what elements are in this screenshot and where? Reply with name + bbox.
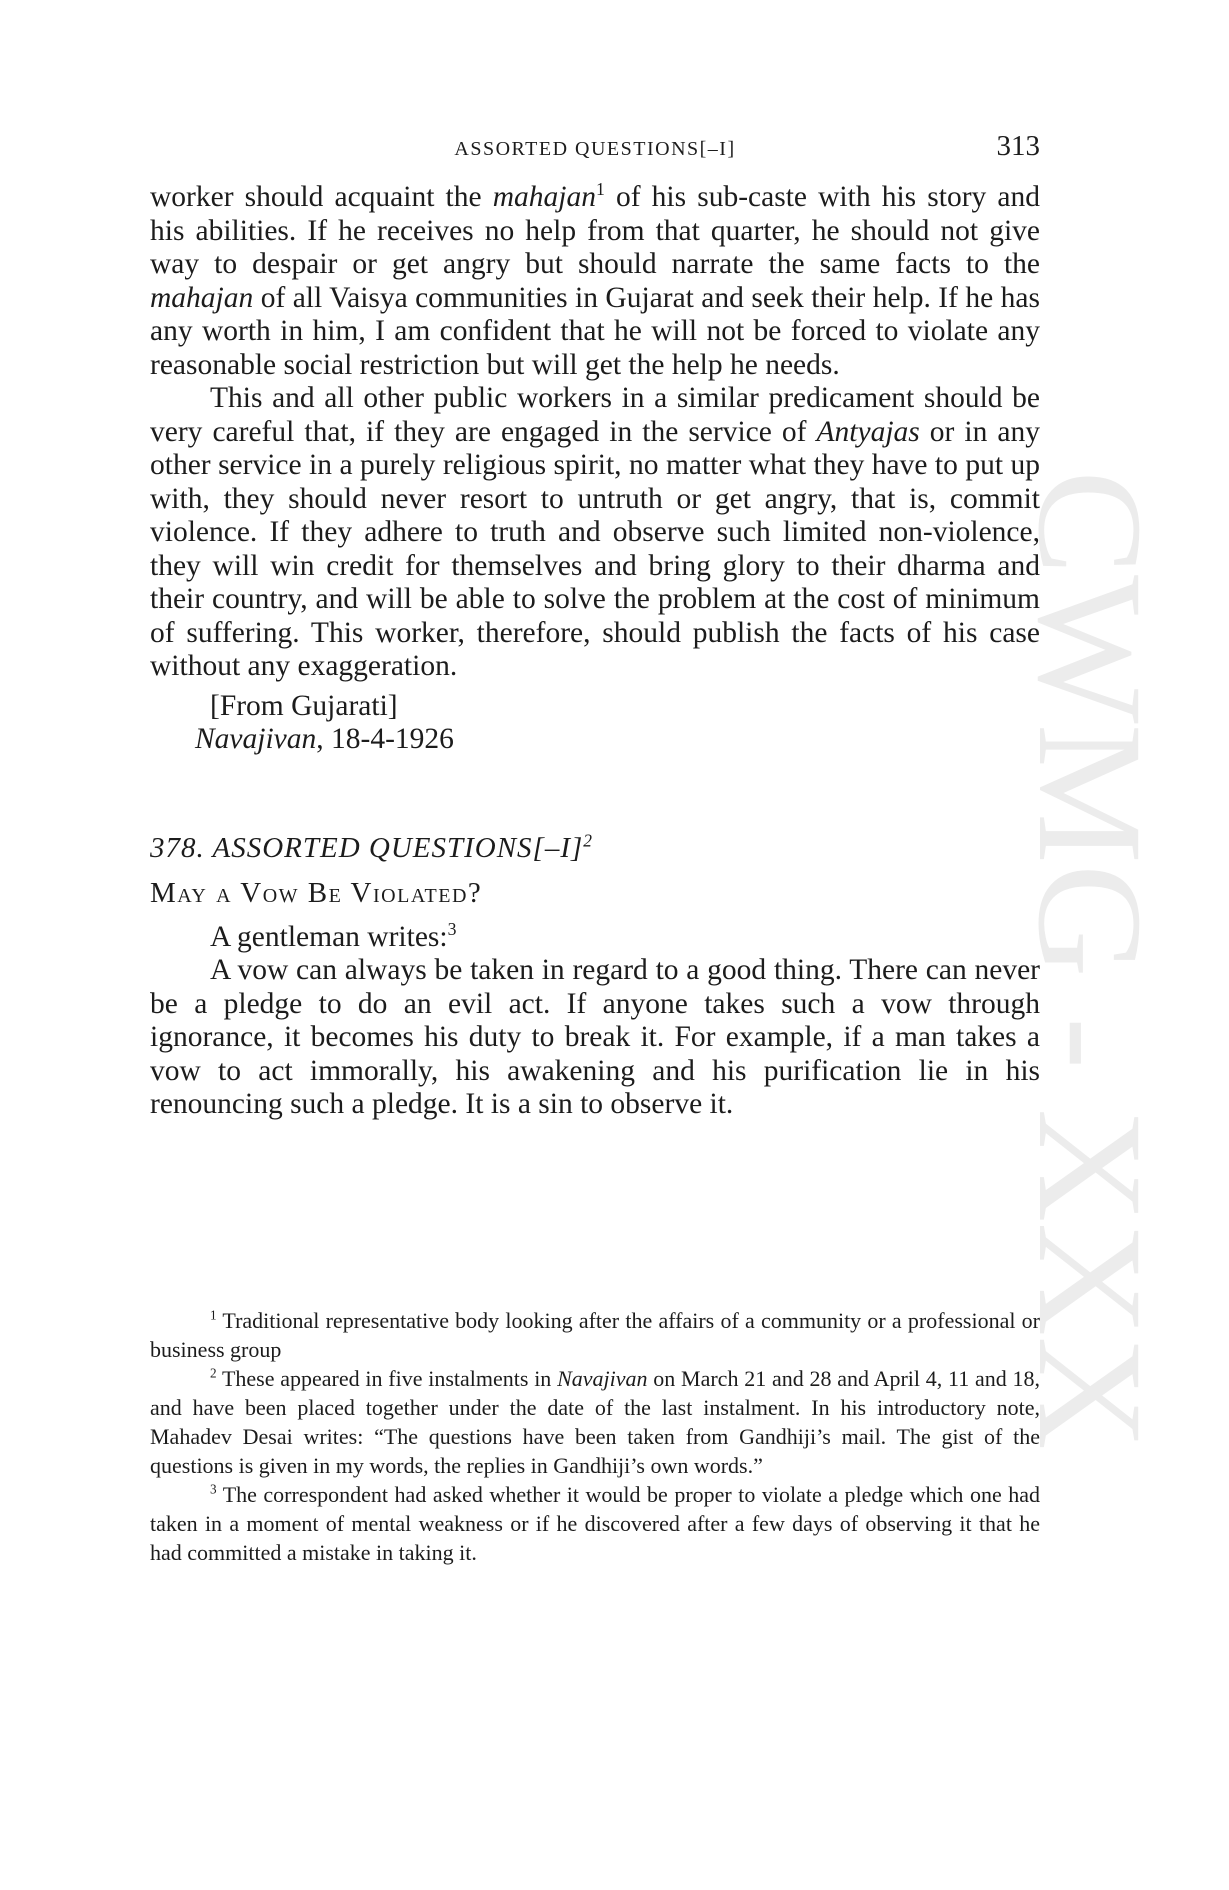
italic-term: Antyajas <box>816 415 920 448</box>
footnote-ref: 3 <box>447 918 457 939</box>
italic-term: mahajan <box>492 181 596 213</box>
paragraph: worker should acquaint the mahajan$^1$ of his sub-caste with his story and his abilities. If he receives no help from that quarter, he should not give way to despair or get angry but should narrate the same facts to the mahajan of all Vaisya communities in Gujarat and seek their help. If he has any worth in him, I am confident that he will not be forced to violate any reasonable social restriction but will get the help he needs. <box>150 179 1040 381</box>
source-note: [From Gujarati] <box>210 689 398 722</box>
footnote-number: 1 <box>210 1307 217 1323</box>
letter-intro: A gentleman writes:$^3$ <box>210 918 457 953</box>
footnote: $^3$ The correspondent had asked whether it would be proper to violate a pledge which one had taken in a moment of mental weakness or if he discovered after a few days of observing it that he had committed a mistake in taking it. <box>150 1481 1040 1565</box>
running-head: ASSORTED QUESTIONS[–I] <box>454 138 736 160</box>
footnote-number: 3 <box>210 1481 217 1497</box>
body-text <box>150 181 1040 1122</box>
footnote: $^2$ These appeared in five instalments in Navajivan on March 21 and 28 and April 4, 11 and 18, and have been placed together under the date of the last instalment. In his introductory note, Mahadev Desai writes: “The questions have been taken from Gandhiji’s mail. The gist of the questions is given in my words, the replies in Gandhiji’s own words.” <box>150 1365 1040 1478</box>
article-title: 378. ASSORTED $QUESTIONS[-I]^2$ <box>150 829 593 864</box>
footnote: $^1$ Traditional representative body looking after the affairs of a community or a professional or business group <box>150 1307 1040 1362</box>
journal-name: Navajivan <box>557 1366 648 1391</box>
paragraph: This and all other public workers in a similar predicament should be very careful that, if they are engaged in the service of Antyajas or in any other service in a purely religious spirit, no matter what they have to put up with, they should never resort to untruth or get angry, that is, commit violence. If they adhere to truth and observe such limited non-violence, they will win credit for themselves and bring glory to their dharma and their country, and will be able to solve the problem at the cost of minimum of suffering. This worker, therefore, should publish the facts of his case without any exaggeration. <box>150 382 1040 682</box>
italic-term: mahajan <box>150 281 254 314</box>
page-number: 313 <box>996 130 1040 162</box>
page-header <box>150 130 1040 170</box>
watermark-text: CWMG - XXX <box>1007 470 1173 1404</box>
footnote-ref: 1 <box>595 179 605 200</box>
footnote-ref: 2 <box>583 829 593 850</box>
footnote-number: 2 <box>210 1365 217 1381</box>
citation <box>150 723 1040 757</box>
letter-text: A vow can always be taken in regard to a good thing. There can never be a pledge to do an evil act. If anyone takes such a vow through ignorance, it becomes his duty to break it. For example, if a man takes a vow to act immorally, his awakening and his purification lie in his renouncing such a pledge. It is a sin to observe it. <box>150 954 1040 1120</box>
citation-date: , 18-4-1926 <box>316 723 454 755</box>
section-subheading: May a Vow Be Violated? <box>150 877 483 909</box>
footnotes <box>150 1306 1040 1567</box>
journal-name: Navajivan <box>195 723 317 755</box>
